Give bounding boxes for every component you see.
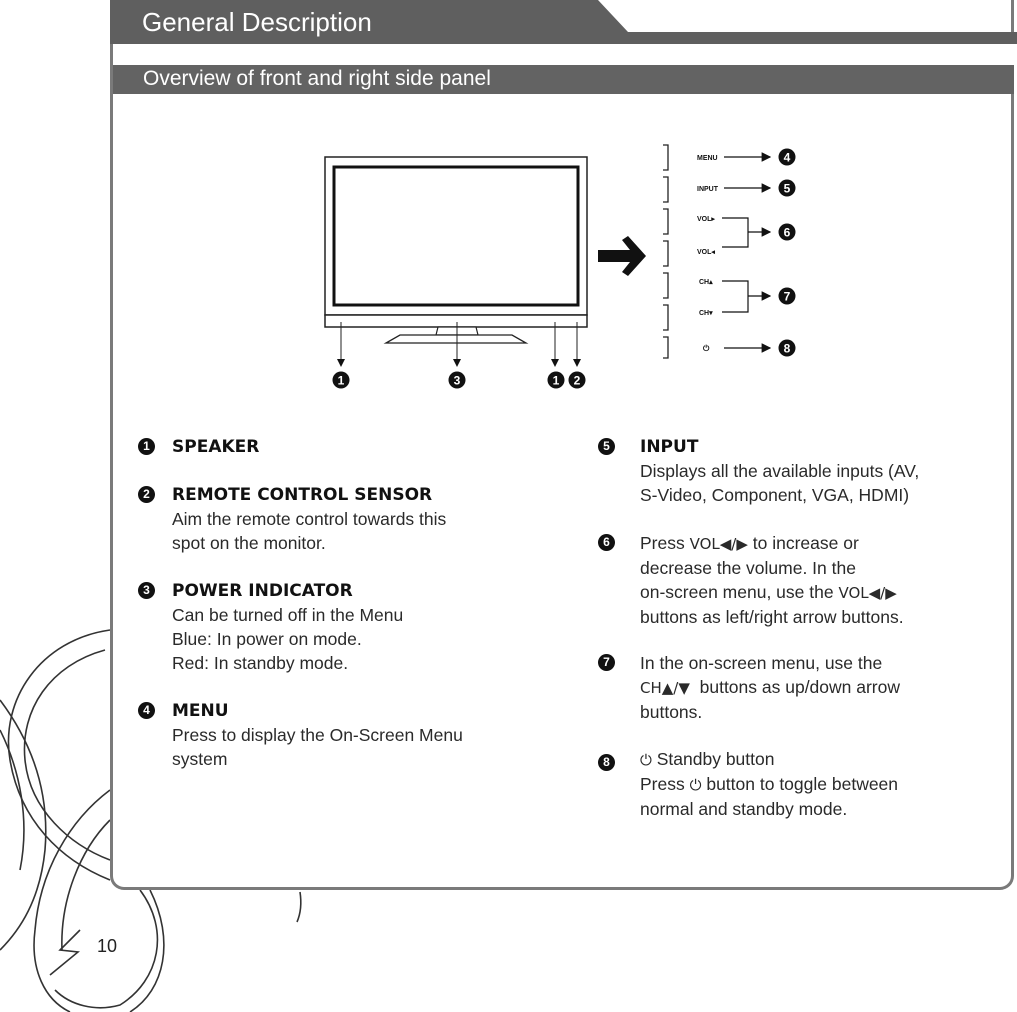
callout-speaker-right [548, 372, 565, 389]
item-body: Press to display the On-Screen Menu system [172, 725, 463, 769]
text: buttons as left/right arrow buttons. [640, 607, 904, 627]
panel-label-menu: MENU [697, 155, 718, 162]
callout-menu [779, 149, 796, 166]
text: normal and standby mode. [640, 799, 848, 819]
text: button to toggle between [701, 774, 899, 794]
item-channel [598, 651, 998, 724]
svg-text:5: 5 [783, 181, 791, 196]
item-input [598, 435, 998, 507]
item-title: REMOTE CONTROL SENSOR [172, 485, 433, 505]
item-title: MENU [172, 701, 229, 721]
text: to increase or [747, 533, 859, 553]
power-icon: ⏻ [703, 344, 710, 353]
callout-remote-sensor [569, 372, 586, 389]
svg-text:3: 3 [453, 373, 461, 388]
item-number: 2 [138, 486, 155, 503]
panel-label-ch-up: CH▴ [699, 279, 713, 286]
callout-ch [779, 288, 796, 305]
tv-front-view [325, 157, 587, 343]
callout-vol [779, 224, 796, 241]
callout-power-indicator [449, 372, 466, 389]
item-number: 7 [598, 654, 615, 671]
panel-label-vol-up: VOL▸ [697, 216, 715, 223]
tv-overview-figure [0, 0, 1017, 420]
item-number: 5 [598, 438, 615, 455]
power-icon: ⏻ [640, 751, 652, 769]
item-body: Aim the remote control towards this spot on the monitor. [172, 509, 447, 553]
item-number: 1 [138, 438, 155, 455]
svg-text:7: 7 [783, 289, 791, 304]
panel-label-ch-down: CH▾ [699, 310, 713, 317]
vol-key-label: VOL◀/▶ [838, 584, 897, 602]
svg-text:6: 6 [783, 225, 791, 240]
item-number: 6 [598, 534, 615, 551]
text: In the on-screen menu, use the [640, 653, 883, 673]
svg-text:4: 4 [783, 150, 791, 165]
text: Standby button [651, 749, 775, 769]
panel-label-input: INPUT [697, 186, 718, 193]
right-arrow-icon [598, 236, 646, 276]
section-title: Overview of front and right side panel [143, 67, 491, 90]
text: Press [640, 533, 690, 553]
panel-label-vol-down: VOL◂ [697, 249, 715, 256]
power-icon: ⏻ [689, 776, 702, 794]
item-title: POWER INDICATOR [172, 581, 353, 601]
text: buttons as up/down arrow [689, 677, 901, 697]
text: decrease the volume. In the [640, 558, 856, 578]
svg-text:1: 1 [552, 373, 560, 388]
page-number: 10 [97, 936, 118, 956]
item-volume [598, 531, 998, 629]
vol-key-label: VOL◀/▶ [689, 535, 748, 553]
svg-text:1: 1 [337, 373, 345, 388]
item-body: Can be turned off in the Menu Blue: In power on mode. Red: In standby mode. [172, 605, 404, 673]
item-number: 8 [598, 754, 615, 771]
text: Press [640, 774, 690, 794]
text: buttons. [640, 702, 703, 722]
item-power-indicator [138, 579, 558, 675]
item-title: SPEAKER [172, 437, 260, 457]
ch-key-label: CH▲/▼ [640, 679, 690, 697]
callout-input [779, 180, 796, 197]
text: on-screen menu, use the [640, 582, 839, 602]
page-title: General Description [142, 7, 372, 37]
svg-text:8: 8 [783, 341, 791, 356]
callout-speaker-left [333, 372, 350, 389]
side-panel [663, 145, 668, 358]
item-body: Displays all the available inputs (AV, S-Video, Component, VGA, HDMI) [640, 461, 920, 505]
item-number: 4 [138, 702, 155, 719]
item-menu [138, 699, 558, 771]
item-remote-control-sensor [138, 483, 558, 555]
svg-text:2: 2 [573, 373, 581, 388]
callout-power [779, 340, 796, 357]
item-speaker [138, 435, 558, 459]
item-standby [598, 747, 998, 821]
item-title: INPUT [640, 437, 699, 457]
item-number: 3 [138, 582, 155, 599]
